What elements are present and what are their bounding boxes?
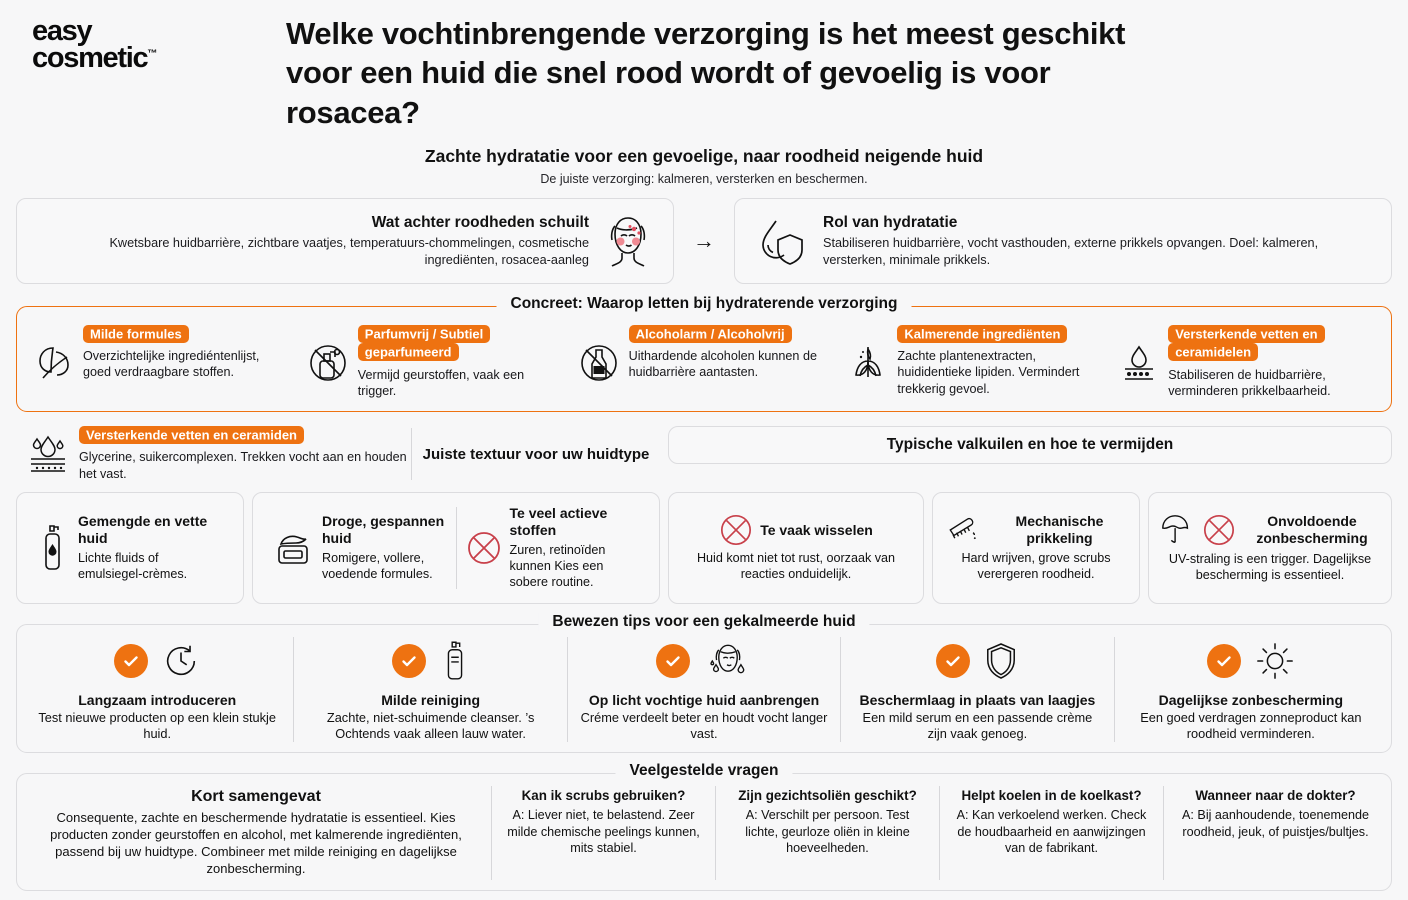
- brush-icon: [943, 514, 983, 546]
- leaf-icon: [35, 325, 75, 399]
- damp-face-icon: [704, 640, 752, 682]
- cards-row: [16, 492, 1392, 604]
- concrete-tag: Parfumvrij / Subtiel geparfumeerd: [358, 325, 490, 362]
- tips-section: [16, 612, 1392, 754]
- plant-icon: [847, 325, 889, 399]
- clock-rotate-icon: [162, 642, 200, 680]
- tip-text: Zachte, niet-schuimende cleanser. ’s Ochtends vaak alleen lauw water.: [326, 709, 535, 742]
- brand-line-1: easy: [32, 15, 92, 47]
- check-icon: [114, 644, 148, 678]
- concrete-tag: Alcoholarm / Alcoholvrij: [629, 325, 792, 343]
- tip-title: Beschermlaag in plaats van laagjes: [859, 691, 1096, 708]
- card-text: Lichte fluids of emulsiegel-crèmes.: [78, 550, 188, 582]
- texture-pitfalls-header-row: [16, 426, 1392, 482]
- card-title: Onvoldoende zonbescherming: [1256, 513, 1368, 547]
- x-circle-icon: [719, 513, 753, 547]
- tip-title: Langzaam introduceren: [78, 691, 237, 708]
- tip-title: Op licht vochtige huid aanbrengen: [588, 691, 820, 708]
- faq-answer: A: Liever niet, te belastend. Zeer milde chemische peelings kunnen, mits stabiel.: [507, 808, 700, 856]
- faq-question: Helpt koelen in de koelkast?: [961, 788, 1142, 804]
- pitfall-card-switching: [668, 492, 924, 604]
- causes-title: Wat achter roodheden schuilt: [371, 213, 589, 231]
- faq-item: [940, 786, 1163, 858]
- pitfall-card-actives: [457, 505, 650, 591]
- card-title: Te vaak wisselen: [760, 521, 873, 538]
- flow-arrow: [682, 198, 726, 284]
- trademark-symbol: ™: [147, 48, 158, 60]
- pitfall-card-mechanical: [932, 492, 1140, 604]
- arrow-glyph: →: [693, 228, 715, 254]
- check-icon: [936, 644, 970, 678]
- concrete-tag: Versterkende vetten en ceramidelen: [1168, 325, 1324, 362]
- subtitle: Zachte hydratatie voor een gevoelige, naar roodheid neigende huid: [424, 146, 984, 167]
- tip-text: Test nieuwe producten op een klein stukje huid.: [38, 709, 276, 742]
- faq-question: Wanneer naar de dokter?: [1195, 788, 1356, 804]
- x-circle-icon: [466, 530, 502, 566]
- tip-item: [294, 635, 566, 745]
- tip-item: [841, 635, 1113, 745]
- faq-question: Kan ik scrubs gebruiken?: [521, 788, 686, 804]
- faq-item: [1164, 786, 1387, 842]
- summary-block: [21, 786, 491, 880]
- tip-title: Milde reiniging: [381, 691, 480, 708]
- faq-answer: A: Bij aanhoudende, toenemende roodheid, jeuk, of puistjes/bultjes.: [1182, 808, 1369, 839]
- faq-question: Zijn gezichtsoliën geschikt?: [738, 788, 917, 804]
- tip-title: Dagelijkse zonbescherming: [1158, 691, 1344, 708]
- ceramides-text: Glycerine, suikercomplexen. Trekken vocht aan en houden het vast.: [79, 450, 407, 481]
- hydration-panel: [734, 198, 1392, 284]
- faq-item: [492, 786, 715, 858]
- shield-icon: [984, 641, 1018, 681]
- concrete-text: Overzichtelijke ingrediéntenlijst, goed verdraagbare stoffen.: [83, 348, 260, 380]
- concrete-item: [1110, 325, 1381, 399]
- summary-title: Kort samengevat: [191, 788, 321, 806]
- skin-layers-icon: [1118, 325, 1160, 399]
- pitfall-card-sun: [1148, 492, 1392, 604]
- skin-card-combination: [16, 492, 244, 604]
- causes-text: Kwetsbare huidbarrière, zichtbare vaatjes, temperatuurs-chommelingen, cosmetische ingrediënten, rosacea-aanleg: [109, 235, 589, 267]
- card-text: Hard wrijven, grove scrubs verergeren roodheid.: [961, 550, 1111, 582]
- pitfalls-header: Typische valkuilen en hoe te vermijden: [668, 426, 1392, 464]
- concrete-text: Zachte plantenextracten, huididentieke lipiden. Vermindert trekkerig gevoel.: [897, 348, 1080, 396]
- summary-text: Consequente, zachte en beschermende hydratatie is essentieel. Kies producten zonder geurstoffen en alcohol, met kalmerende ingrediënten, passend bij uw huidtype. Combineer met milde reiniging en dagelijkse zonbescherming.: [50, 810, 462, 877]
- concrete-tag: Milde formules: [83, 325, 189, 343]
- texture-header: Juiste textuur voor uw huidtype: [422, 445, 650, 463]
- droplet-shield-icon: [753, 213, 809, 269]
- card-text: Romigere, vollere, voedende formules.: [322, 550, 433, 582]
- faq-answer: A: Verschilt per persoon. Test lichte, geurloze oliën in kleine hoeveelheden.: [745, 808, 910, 856]
- hydration-title: Rol van hydratatie: [823, 213, 958, 231]
- concrete-item: [839, 325, 1110, 399]
- card-title: Te veel actieve stoffen: [509, 505, 608, 538]
- faq-legend: Veelgestelde vragen: [615, 762, 792, 780]
- hydration-text: Stabiliseren huidbarrière, vocht vasthouden, externe prikkels opvangen. Doel: kalmeren, versterken, minimale prikkels.: [823, 235, 1319, 267]
- check-icon: [1207, 644, 1241, 678]
- tip-text: Een mild serum en een passende crème zijn vaak genoeg.: [862, 709, 1093, 742]
- overview-row: [16, 198, 1392, 284]
- faq-answer: A: Kan verkoelend werken. Check de houdbaarheid en aanwijzingen van de fabrikant.: [956, 808, 1147, 856]
- parasol-icon: [1159, 512, 1195, 548]
- concrete-section: [16, 295, 1392, 412]
- faq-section: [16, 762, 1392, 891]
- concrete-item: [298, 325, 569, 399]
- concrete-tag: Kalmerende ingrediënten: [897, 325, 1067, 343]
- check-icon: [392, 644, 426, 678]
- concrete-item: [569, 325, 840, 399]
- page-header: [16, 0, 1392, 132]
- brand-logo: [16, 14, 286, 74]
- dispenser-icon: [440, 639, 470, 683]
- no-alcohol-icon: [577, 325, 621, 399]
- card-text: UV-straling is een trigger. Dagelijkse bescherming is essentieel.: [1168, 552, 1372, 583]
- card-text: Huid komt niet tot rust, oorzaak van reacties onduidelijk.: [696, 551, 896, 582]
- ceramides-tag: Versterkende vetten en ceramiden: [79, 426, 304, 444]
- concrete-text: Stabiliseren de huidbarrière, verminderen prikkelbaarheid.: [1168, 367, 1331, 399]
- skin-card-dry: [263, 513, 456, 582]
- causes-panel: [16, 198, 674, 284]
- concrete-text: Vermijd geurstoffen, vaak een trigger.: [357, 367, 525, 399]
- card-title: Droge, gespannen huid: [322, 513, 445, 547]
- pump-bottle-icon: [36, 522, 70, 574]
- check-icon: [656, 644, 690, 678]
- concrete-legend: Concreet: Waarop letten bij hydraterende verzorging: [497, 295, 912, 313]
- face-redness-icon: [601, 212, 655, 270]
- faq-item: [716, 786, 939, 858]
- subtitle-secondary: De juiste verzorging: kalmeren, versterken en beschermen.: [540, 172, 868, 187]
- tip-text: Créme verdeelt beter en houdt vocht langer vast.: [580, 709, 828, 742]
- card-title: Gemengde en vette huid: [78, 513, 208, 547]
- tip-item: [568, 635, 840, 745]
- sun-icon: [1255, 641, 1295, 681]
- tip-item: [21, 635, 293, 745]
- moisture-layers-icon: [26, 426, 70, 482]
- brand-line-2: cosmetic: [32, 41, 148, 74]
- tips-legend: Bewezen tips voor een gekalmeerde huid: [538, 613, 869, 631]
- x-circle-icon: [1202, 513, 1236, 547]
- cream-jar-icon: [272, 526, 314, 570]
- concrete-item: [27, 325, 298, 399]
- ceramides-block: [16, 426, 411, 482]
- concrete-text: Uithardende alcoholen kunnen de huidbarrière aantasten.: [628, 348, 817, 380]
- tip-item: [1115, 635, 1387, 745]
- skin-pitfall-card-pair: [252, 492, 660, 604]
- tip-text: Een goed verdragen zonneproduct kan roodheid verminderen.: [1140, 709, 1362, 742]
- no-perfume-icon: [306, 325, 350, 399]
- page-title: Welke vochtinbrengende verzorging is het meest geschikt voor een huid die snel rood wordt of gevoelig is voor rosacea?: [286, 16, 1126, 130]
- card-text: Zuren, retinoïden kunnen Kies een sobere routine.: [509, 542, 606, 590]
- card-title: Mechanische prikkeling: [1015, 513, 1104, 547]
